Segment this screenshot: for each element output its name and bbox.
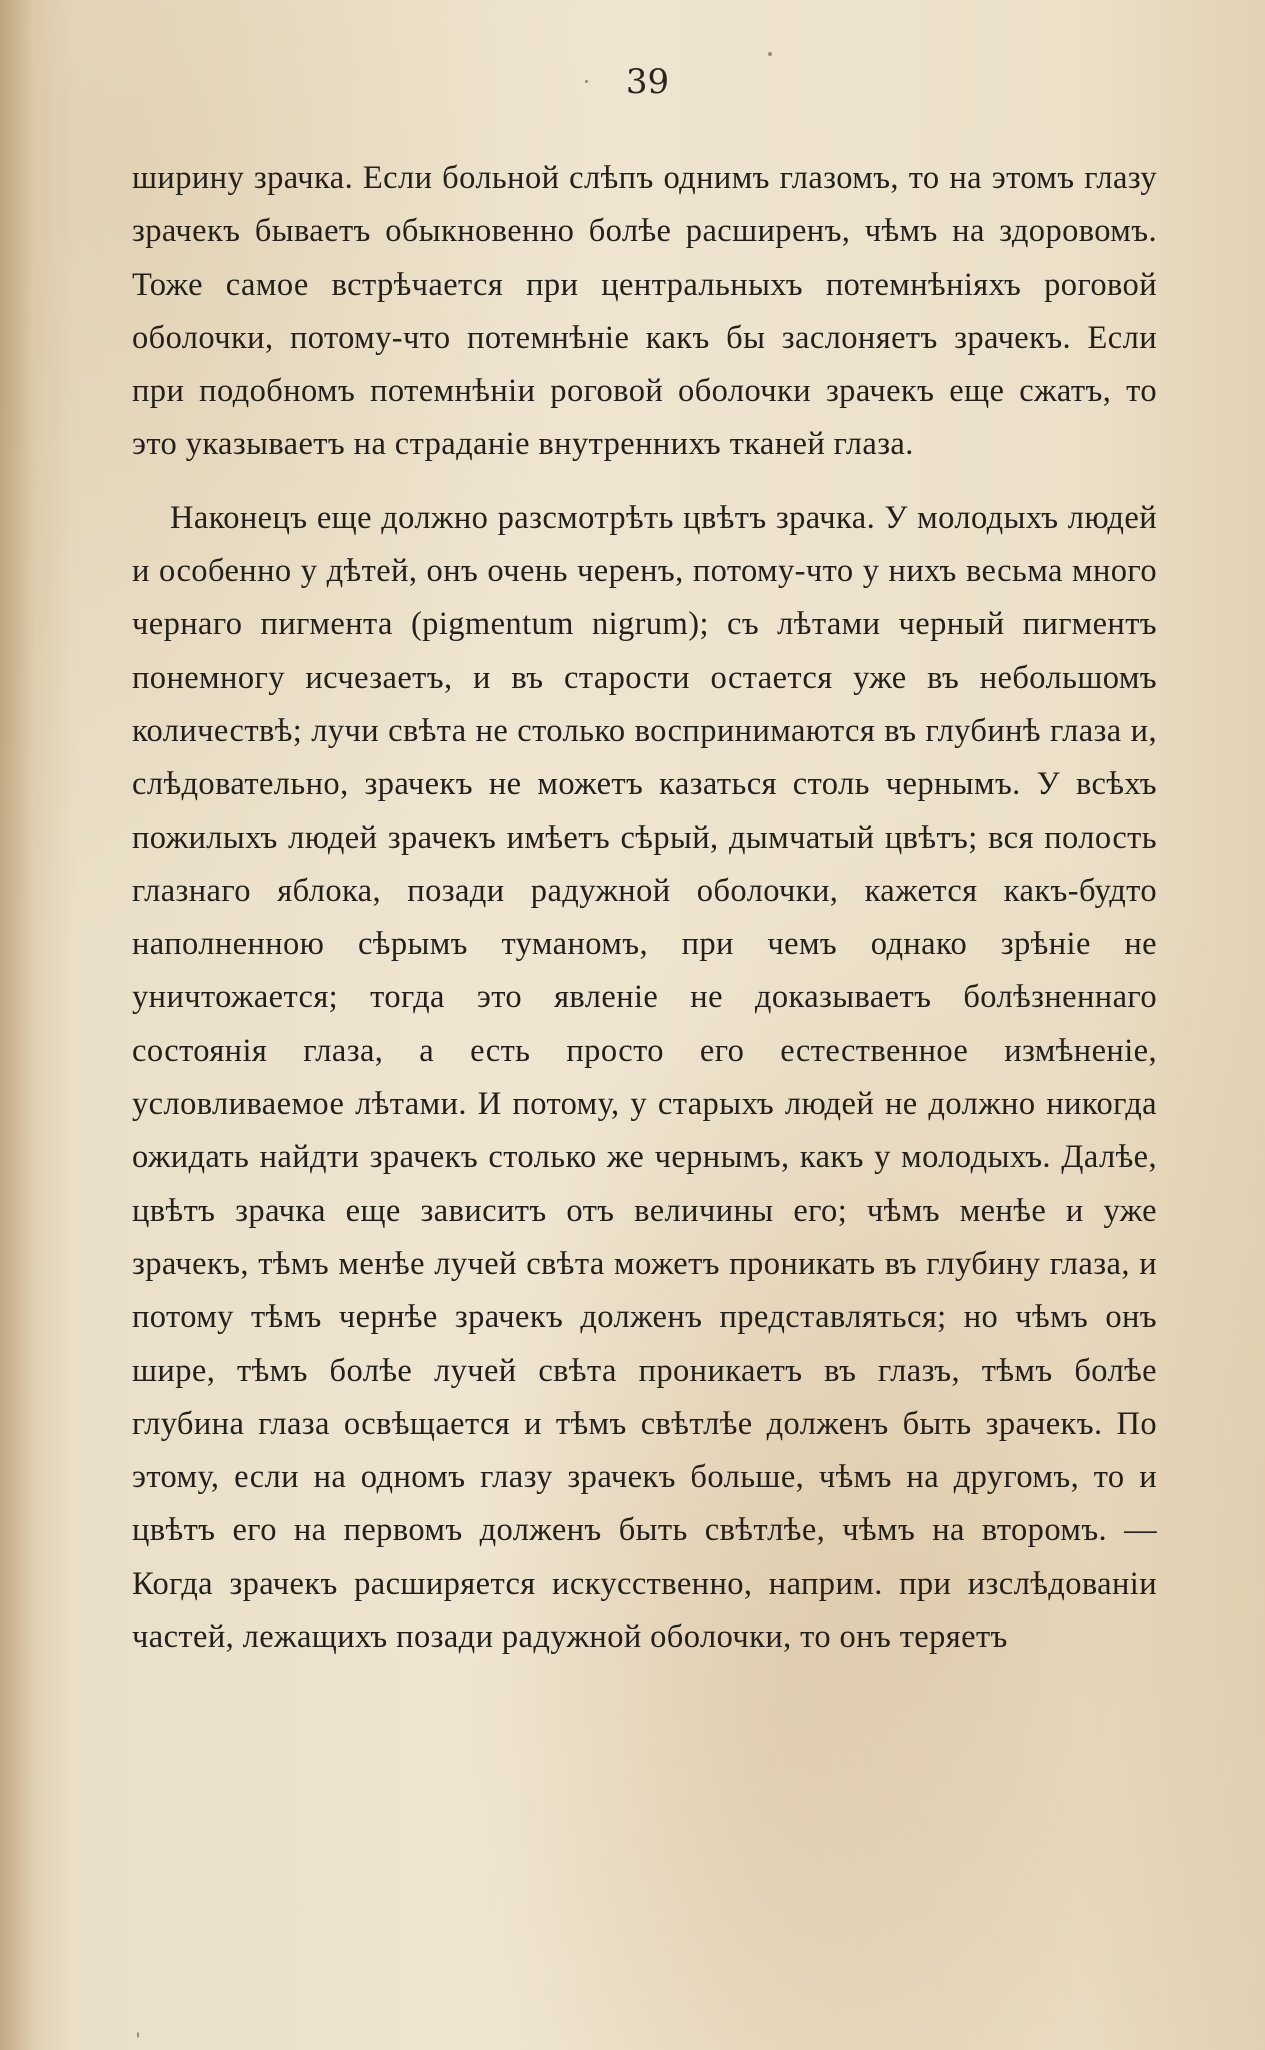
page-text: [132, 152, 1157, 1664]
paragraph-2: Наконецъ еще должно разсмотрѣть цвѣтъ зрачка. У молодыхъ людей и особенно у дѣтей, онъ очень черенъ, потому-что у нихъ весьма много чернаго пигмента (pigmentum nigrum); съ лѣтами черный пигментъ понемногу исчезаетъ, и въ старости остается уже въ небольшомъ количествѣ; лучи свѣта не столько воспринимаются въ глубинѣ глаза и, слѣдовательно, зрачекъ не можетъ казаться столь чернымъ. У всѣхъ пожилыхъ людей зрачекъ имѣетъ сѣрый, дымчатый цвѣтъ; вся полость глазнаго яблока, позади радужной оболочки, кажется какъ-будто наполненною сѣрымъ туманомъ, при чемъ однако зрѣніе не уничтожается; тогда это явленіе не доказываетъ болѣзненнаго состоянія глаза, а есть просто его естественное измѣненіе, условливаемое лѣтами. И потому, у старыхъ людей не должно никогда ожидать найдти зрачекъ столько же чернымъ, какъ у молодыхъ. Далѣе, цвѣтъ зрачка еще зависитъ отъ величины его; чѣмъ менѣе и уже зрачекъ, тѣмъ менѣе лучей свѣта можетъ проникать въ глубину глаза, и потому тѣмъ чернѣе зрачекъ долженъ представляться; но чѣмъ онъ шире, тѣмъ болѣе лучей свѣта проникаетъ въ глазъ, тѣмъ болѣе глубина глаза освѣщается и тѣмъ свѣтлѣе долженъ быть зрачекъ. По этому, если на одномъ глазу зрачекъ больше, чѣмъ на другомъ, то и цвѣтъ его на первомъ долженъ быть свѣтлѣе, чѣмъ на второмъ. — Когда зрачекъ расширяется искусственно, наприм. при изслѣдованіи частей, лежащихъ позади радужной оболочки, то онъ теряетъ: [132, 499, 1157, 1656]
paragraph-1: ширину зрачка. Если больной слѣпъ однимъ глазомъ, то на этомъ глазу зрачекъ бываетъ обыкновенно болѣе расширенъ, чѣмъ на здоровомъ. Тоже самое встрѣчается при центральныхъ потемнѣніяхъ роговой оболочки, потому-что потемнѣніе какъ бы заслоняетъ зрачекъ. Если при подобномъ потемнѣніи роговой оболочки зрачекъ еще сжатъ, то это указываетъ на страданіе внутреннихъ тканей глаза.: [132, 160, 1157, 463]
page-number: 39: [625, 62, 670, 102]
page-spine-shadow: [0, 0, 34, 2050]
